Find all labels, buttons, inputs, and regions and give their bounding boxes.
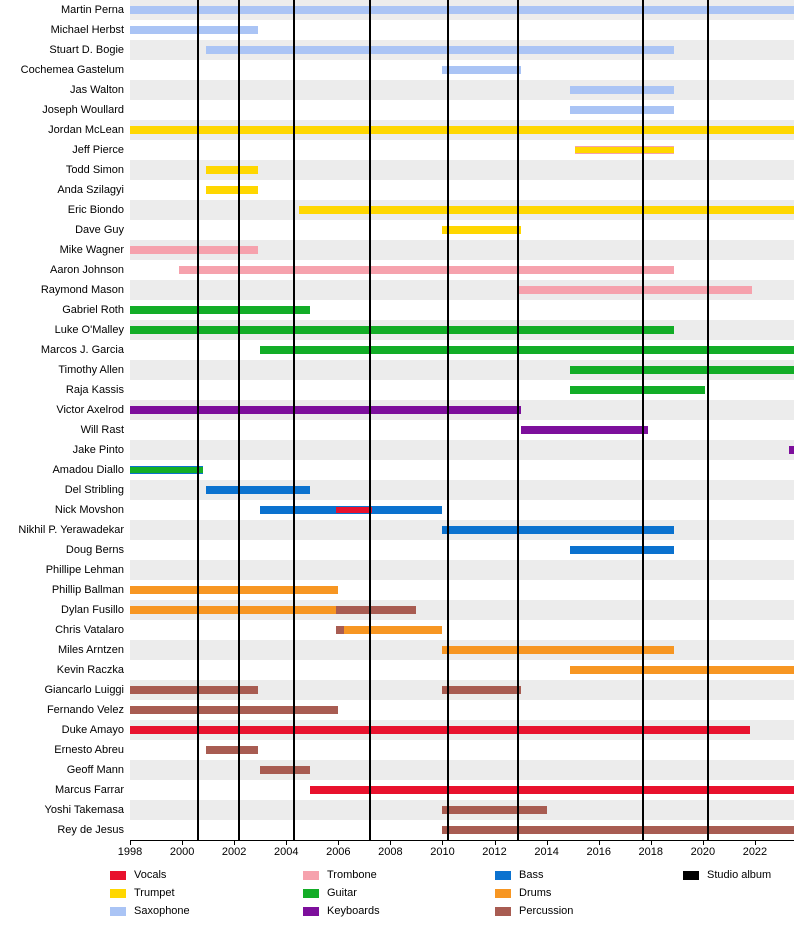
timeline-row bbox=[130, 500, 794, 520]
member-name: Nick Movshon bbox=[54, 504, 124, 516]
timeline-row bbox=[130, 620, 794, 640]
tenure-bar bbox=[442, 686, 520, 694]
member-name: Fernando Velez bbox=[46, 704, 124, 716]
member-label-row bbox=[0, 460, 130, 480]
timeline-row bbox=[130, 660, 794, 680]
row-track bbox=[130, 560, 794, 580]
member-label-row bbox=[0, 640, 130, 660]
tenure-bar bbox=[130, 706, 338, 714]
axis-tick-label: 2018 bbox=[638, 846, 664, 858]
row-track bbox=[130, 100, 794, 120]
row-track bbox=[130, 460, 794, 480]
timeline-row bbox=[130, 680, 794, 700]
tenure-bar bbox=[130, 306, 310, 314]
timeline-row bbox=[130, 560, 794, 580]
timeline-row bbox=[130, 260, 794, 280]
member-name: Dave Guy bbox=[75, 224, 124, 236]
tenure-bar bbox=[179, 266, 674, 274]
axis-tick-label: 2008 bbox=[378, 846, 403, 858]
member-label-row bbox=[0, 20, 130, 40]
member-label-row bbox=[0, 480, 130, 500]
studio-album-marker bbox=[517, 0, 519, 840]
tenure-bar bbox=[442, 66, 520, 74]
axis-tick-label: 2006 bbox=[326, 846, 351, 858]
member-label-row bbox=[0, 800, 130, 820]
legend-label: Vocals bbox=[134, 869, 167, 881]
tenure-bar bbox=[442, 226, 520, 234]
member-name: Doug Berns bbox=[65, 544, 124, 556]
tenure-bar bbox=[206, 166, 258, 174]
legend-label: Drums bbox=[519, 887, 552, 899]
member-name: Will Rast bbox=[80, 424, 124, 436]
tenure-bar bbox=[130, 586, 338, 594]
member-label-row bbox=[0, 780, 130, 800]
legend-swatch bbox=[495, 907, 511, 916]
axis-tick bbox=[547, 840, 548, 845]
member-label-row bbox=[0, 200, 130, 220]
tenure-bar bbox=[570, 86, 674, 94]
timeline-row bbox=[130, 800, 794, 820]
row-track bbox=[130, 420, 794, 440]
member-name: Raymond Mason bbox=[40, 284, 124, 296]
legend-swatch bbox=[495, 871, 511, 880]
studio-album-marker bbox=[238, 0, 240, 840]
member-label-row bbox=[0, 240, 130, 260]
legend-swatch bbox=[303, 907, 319, 916]
tenure-bar bbox=[310, 786, 794, 794]
studio-album-marker bbox=[707, 0, 709, 840]
timeline-row bbox=[130, 520, 794, 540]
member-name: Jake Pinto bbox=[72, 444, 124, 456]
member-label-row bbox=[0, 280, 130, 300]
axis-tick bbox=[442, 840, 443, 845]
timeline-row bbox=[130, 0, 794, 20]
timeline-row bbox=[130, 640, 794, 660]
axis-tick bbox=[703, 840, 704, 845]
axis-tick-label: 1998 bbox=[117, 846, 143, 858]
timeline-row bbox=[130, 280, 794, 300]
tenure-bar bbox=[130, 467, 203, 473]
member-name: Phillipe Lehman bbox=[45, 564, 124, 576]
timeline-row bbox=[130, 600, 794, 620]
member-label-row bbox=[0, 380, 130, 400]
member-name: Giancarlo Luiggi bbox=[44, 684, 124, 696]
x-axis bbox=[117, 840, 794, 864]
timeline-row bbox=[130, 720, 794, 740]
member-name: Ernesto Abreu bbox=[54, 744, 124, 756]
studio-album-marker bbox=[642, 0, 644, 840]
member-label-row bbox=[0, 260, 130, 280]
member-label-column bbox=[0, 0, 130, 840]
member-name: Del Stribling bbox=[64, 484, 124, 496]
tenure-bar bbox=[206, 46, 675, 54]
tenure-bar bbox=[789, 446, 794, 454]
member-label-row bbox=[0, 440, 130, 460]
axis-tick-label: 2020 bbox=[690, 846, 716, 858]
member-label-row bbox=[0, 760, 130, 780]
timeline-row bbox=[130, 320, 794, 340]
legend-label: Studio album bbox=[707, 869, 772, 881]
member-name: Timothy Allen bbox=[58, 364, 124, 376]
timeline-row bbox=[130, 780, 794, 800]
timeline-row bbox=[130, 480, 794, 500]
tenure-bar bbox=[570, 666, 794, 674]
legend-swatch bbox=[683, 871, 699, 880]
timeline-row bbox=[130, 160, 794, 180]
tenure-bar bbox=[570, 106, 674, 114]
member-label-row bbox=[0, 180, 130, 200]
member-label-row bbox=[0, 120, 130, 140]
timeline-row bbox=[130, 240, 794, 260]
member-label-row bbox=[0, 40, 130, 60]
member-name: Amadou Diallo bbox=[52, 464, 124, 476]
tenure-bar bbox=[570, 546, 674, 554]
member-name: Martin Perna bbox=[61, 4, 124, 16]
member-label-row bbox=[0, 140, 130, 160]
member-name: Eric Biondo bbox=[67, 204, 124, 216]
row-track bbox=[130, 620, 794, 640]
tenure-bar bbox=[570, 386, 705, 394]
member-label-row bbox=[0, 600, 130, 620]
member-label-row bbox=[0, 620, 130, 640]
legend-label: Saxophone bbox=[134, 905, 190, 917]
legend-label: Guitar bbox=[327, 887, 357, 899]
tenure-bar bbox=[336, 626, 344, 634]
timeline-row bbox=[130, 740, 794, 760]
timeline-row bbox=[130, 380, 794, 400]
member-label-row bbox=[0, 680, 130, 700]
tenure-bar bbox=[336, 606, 417, 614]
studio-album-marker bbox=[369, 0, 371, 840]
timeline-row bbox=[130, 540, 794, 560]
axis-tick bbox=[286, 840, 287, 845]
timeline-row bbox=[130, 100, 794, 120]
member-name: Jordan McLean bbox=[48, 124, 124, 136]
member-label-row bbox=[0, 420, 130, 440]
member-label-row bbox=[0, 820, 130, 840]
axis-tick-label: 2002 bbox=[221, 846, 247, 858]
member-label-row bbox=[0, 100, 130, 120]
member-label-row bbox=[0, 80, 130, 100]
axis-tick bbox=[651, 840, 652, 845]
axis-tick bbox=[234, 840, 235, 845]
tenure-bar bbox=[521, 426, 649, 434]
member-name: Anda Szilagyi bbox=[57, 184, 124, 196]
row-track bbox=[130, 760, 794, 780]
axis-line bbox=[130, 840, 794, 841]
member-name: Cochemea Gastelum bbox=[20, 64, 124, 76]
row-track bbox=[130, 540, 794, 560]
timeline-row bbox=[130, 300, 794, 320]
axis-tick bbox=[599, 840, 600, 845]
member-label-row bbox=[0, 560, 130, 580]
member-label-row bbox=[0, 400, 130, 420]
tenure-bar bbox=[260, 346, 794, 354]
row-track bbox=[130, 140, 794, 160]
studio-album-marker bbox=[197, 0, 199, 840]
member-label-row bbox=[0, 60, 130, 80]
axis-tick bbox=[755, 840, 756, 845]
timeline-row bbox=[130, 440, 794, 460]
tenure-bar bbox=[442, 646, 674, 654]
chart-legend bbox=[0, 866, 800, 928]
timeline-row bbox=[130, 20, 794, 40]
member-label-row bbox=[0, 540, 130, 560]
member-label-row bbox=[0, 660, 130, 680]
axis-tick-label: 2014 bbox=[534, 846, 559, 858]
legend-label: Percussion bbox=[519, 905, 574, 917]
timeline-row bbox=[130, 120, 794, 140]
member-name: Todd Simon bbox=[65, 164, 124, 176]
timeline-row bbox=[130, 140, 794, 160]
member-label-row bbox=[0, 700, 130, 720]
member-name: Geoff Mann bbox=[66, 764, 124, 776]
tenure-bar bbox=[442, 806, 546, 814]
member-name: Mike Wagner bbox=[59, 244, 124, 256]
tenure-bar bbox=[336, 507, 372, 513]
studio-album-marker bbox=[447, 0, 449, 840]
member-name: Chris Vatalaro bbox=[55, 624, 124, 636]
tenure-bar bbox=[130, 606, 338, 614]
tenure-bar bbox=[336, 626, 443, 634]
axis-tick-label: 2012 bbox=[482, 846, 507, 858]
member-name: Yoshi Takemasa bbox=[44, 804, 124, 816]
legend-swatch bbox=[110, 889, 126, 898]
tenure-bar bbox=[570, 366, 794, 374]
tenure-bar bbox=[130, 406, 521, 414]
member-name: Luke O'Malley bbox=[54, 324, 124, 336]
axis-tick-label: 2010 bbox=[430, 846, 455, 858]
legend-swatch bbox=[110, 871, 126, 880]
member-label-row bbox=[0, 320, 130, 340]
member-name: Phillip Ballman bbox=[51, 584, 124, 596]
member-name: Jeff Pierce bbox=[72, 144, 124, 156]
tenure-bar bbox=[442, 526, 674, 534]
member-label-row bbox=[0, 500, 130, 520]
timeline-row bbox=[130, 40, 794, 60]
timeline-row bbox=[130, 340, 794, 360]
tenure-bar bbox=[299, 206, 794, 214]
tenure-bar bbox=[130, 326, 674, 334]
axis-tick bbox=[182, 840, 183, 845]
member-name: Jas Walton bbox=[69, 84, 124, 96]
member-name: Stuart D. Bogie bbox=[49, 44, 124, 56]
member-label-row bbox=[0, 720, 130, 740]
axis-tick-label: 2016 bbox=[586, 846, 611, 858]
timeline-row bbox=[130, 80, 794, 100]
legend-swatch bbox=[110, 907, 126, 916]
studio-album-marker bbox=[293, 0, 295, 840]
member-label-row bbox=[0, 300, 130, 320]
tenure-bar bbox=[206, 746, 258, 754]
timeline-row bbox=[130, 700, 794, 720]
member-name: Gabriel Roth bbox=[62, 304, 124, 316]
tenure-bar bbox=[130, 126, 794, 134]
tenure-bar bbox=[518, 286, 752, 294]
timeline-row bbox=[130, 200, 794, 220]
tenure-bar bbox=[575, 147, 674, 153]
tenure-bar bbox=[130, 726, 750, 734]
member-label-row bbox=[0, 360, 130, 380]
axis-tick bbox=[390, 840, 391, 845]
legend-swatch bbox=[495, 889, 511, 898]
axis-tick-label: 2000 bbox=[169, 846, 195, 858]
timeline-row bbox=[130, 580, 794, 600]
legend-label: Keyboards bbox=[327, 905, 380, 917]
timeline-row bbox=[130, 420, 794, 440]
timeline-row bbox=[130, 400, 794, 420]
member-name: Marcus Farrar bbox=[54, 784, 124, 796]
tenure-bar bbox=[206, 186, 258, 194]
timeline-row bbox=[130, 820, 794, 840]
member-label-row bbox=[0, 160, 130, 180]
member-name: Rey de Jesus bbox=[57, 824, 124, 836]
member-name: Kevin Raczka bbox=[56, 664, 124, 676]
tenure-bar bbox=[130, 6, 794, 14]
axis-tick-label: 2004 bbox=[273, 846, 299, 858]
member-name: Victor Axelrod bbox=[56, 404, 124, 416]
tenure-bar bbox=[260, 766, 309, 774]
timeline-row bbox=[130, 360, 794, 380]
member-label-row bbox=[0, 520, 130, 540]
axis-tick bbox=[338, 840, 339, 845]
member-name: Miles Arntzen bbox=[57, 644, 124, 656]
member-name: Michael Herbst bbox=[50, 24, 124, 36]
tenure-bar bbox=[442, 826, 794, 834]
member-name: Marcos J. Garcia bbox=[40, 344, 124, 356]
member-name: Nikhil P. Yerawadekar bbox=[18, 524, 124, 536]
timeline-plot bbox=[130, 0, 794, 840]
member-name: Dylan Fusillo bbox=[61, 604, 124, 616]
axis-tick bbox=[495, 840, 496, 845]
legend-label: Trumpet bbox=[134, 887, 175, 899]
member-label-row bbox=[0, 220, 130, 240]
member-name: Duke Amayo bbox=[61, 724, 124, 736]
member-label-row bbox=[0, 340, 130, 360]
legend-label: Bass bbox=[519, 869, 544, 881]
member-name: Joseph Woullard bbox=[42, 104, 124, 116]
timeline-row bbox=[130, 760, 794, 780]
timeline-row bbox=[130, 60, 794, 80]
member-name: Raja Kassis bbox=[65, 384, 124, 396]
legend-label: Trombone bbox=[327, 869, 377, 881]
legend-swatch bbox=[303, 871, 319, 880]
timeline-row bbox=[130, 220, 794, 240]
timeline-row bbox=[130, 180, 794, 200]
member-label-row bbox=[0, 580, 130, 600]
axis-tick-label: 2022 bbox=[742, 846, 768, 858]
row-track bbox=[130, 80, 794, 100]
member-label-row bbox=[0, 0, 130, 20]
row-track bbox=[130, 440, 794, 460]
axis-tick bbox=[130, 840, 131, 845]
timeline-row bbox=[130, 460, 794, 480]
member-label-row bbox=[0, 740, 130, 760]
row-track bbox=[130, 500, 794, 520]
legend-swatch bbox=[303, 889, 319, 898]
member-name: Aaron Johnson bbox=[50, 264, 124, 276]
